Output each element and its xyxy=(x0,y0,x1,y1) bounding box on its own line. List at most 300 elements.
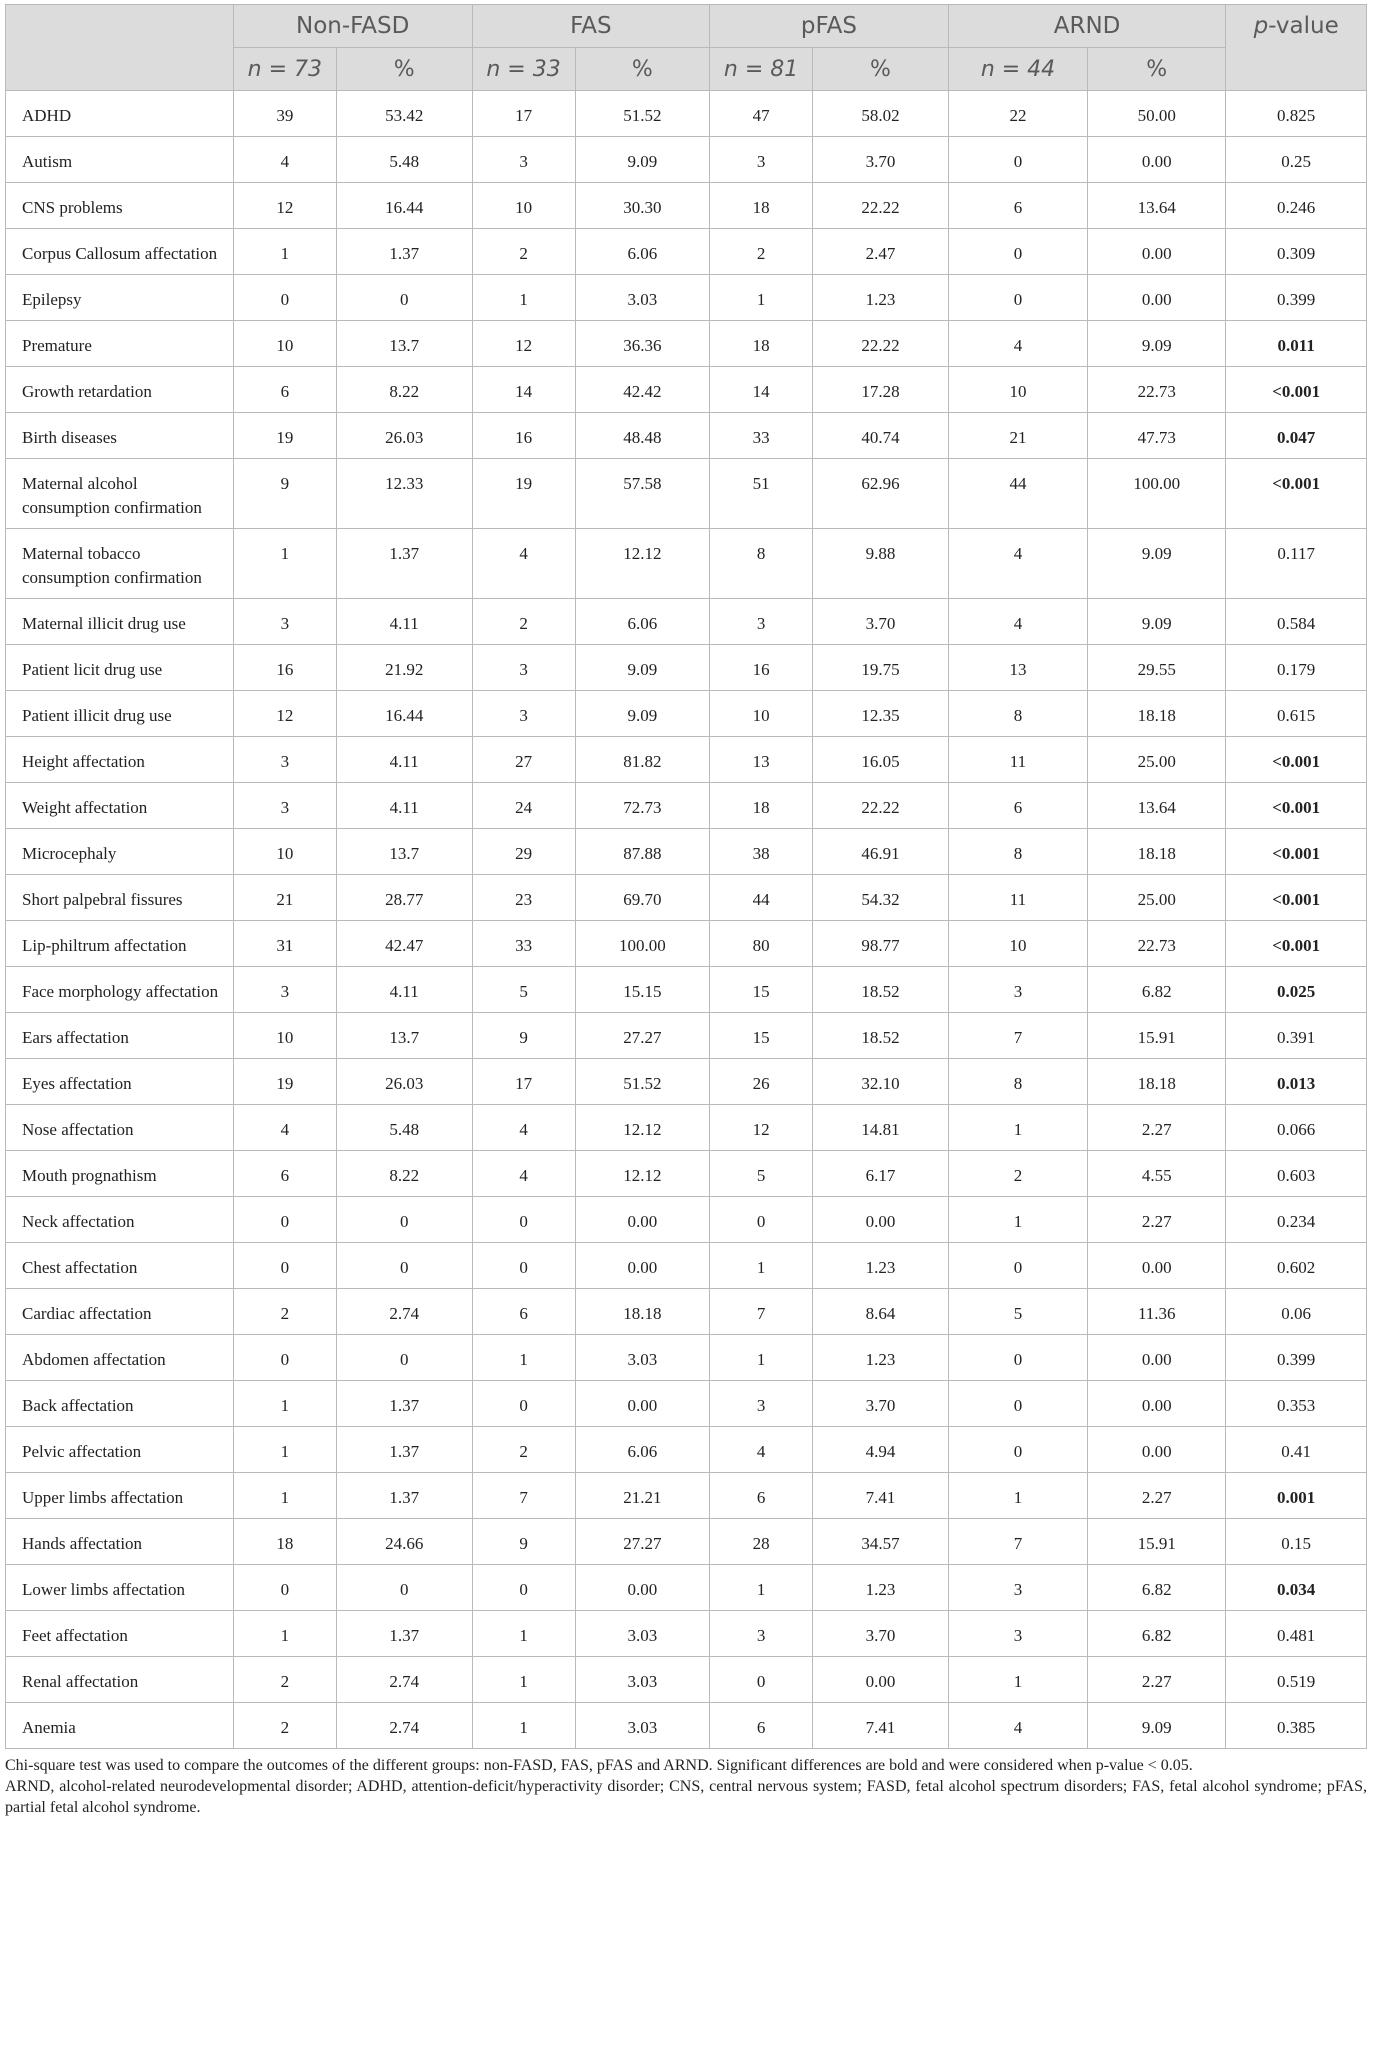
table-row xyxy=(6,1565,1367,1611)
percent-cell: 2.74 xyxy=(336,1657,472,1703)
percent-cell: 17.28 xyxy=(813,367,949,413)
row-label: Weight affectation xyxy=(6,783,234,829)
pvalue-cell: 0.385 xyxy=(1226,1703,1367,1749)
row-label: Lower limbs affectation xyxy=(6,1565,234,1611)
percent-cell: 0.00 xyxy=(1088,1335,1226,1381)
count-cell: 3 xyxy=(710,1611,813,1657)
pvalue-cell: 0.399 xyxy=(1226,275,1367,321)
percent-cell: 98.77 xyxy=(813,921,949,967)
count-cell: 11 xyxy=(948,875,1087,921)
outcomes-table xyxy=(5,4,1367,1749)
percent-cell: 1.37 xyxy=(336,1381,472,1427)
count-cell: 10 xyxy=(948,367,1087,413)
pvalue-cell: 0.602 xyxy=(1226,1243,1367,1289)
table-row xyxy=(6,1381,1367,1427)
percent-cell: 0.00 xyxy=(1088,1243,1226,1289)
percent-cell: 0 xyxy=(336,275,472,321)
count-cell: 0 xyxy=(948,137,1087,183)
percent-cell: 3.70 xyxy=(813,599,949,645)
count-cell: 5 xyxy=(472,967,575,1013)
count-cell: 10 xyxy=(710,691,813,737)
percent-cell: 21.21 xyxy=(575,1473,710,1519)
percent-cell: 16.44 xyxy=(336,183,472,229)
percent-cell: 9.09 xyxy=(1088,599,1226,645)
percent-cell: 0.00 xyxy=(575,1243,710,1289)
table-footnotes xyxy=(5,1755,1367,1818)
row-label: Patient licit drug use xyxy=(6,645,234,691)
percent-cell: 24.66 xyxy=(336,1519,472,1565)
percent-cell: 15.91 xyxy=(1088,1519,1226,1565)
row-label: Neck affectation xyxy=(6,1197,234,1243)
percent-cell: 11.36 xyxy=(1088,1289,1226,1335)
count-cell: 27 xyxy=(472,737,575,783)
count-cell: 0 xyxy=(948,1243,1087,1289)
percent-cell: 2.74 xyxy=(336,1703,472,1749)
percent-cell: 42.47 xyxy=(336,921,472,967)
percent-cell: 46.91 xyxy=(813,829,949,875)
count-cell: 80 xyxy=(710,921,813,967)
count-cell: 9 xyxy=(472,1013,575,1059)
count-cell: 1 xyxy=(710,1335,813,1381)
count-cell: 44 xyxy=(710,875,813,921)
count-cell: 1 xyxy=(472,275,575,321)
row-label: Maternal tobacco consumption confirmation xyxy=(6,529,234,599)
percent-cell: 9.88 xyxy=(813,529,949,599)
count-cell: 2 xyxy=(948,1151,1087,1197)
row-label: ADHD xyxy=(6,91,234,137)
count-cell: 9 xyxy=(472,1519,575,1565)
count-cell: 7 xyxy=(948,1013,1087,1059)
count-cell: 6 xyxy=(233,1151,336,1197)
count-cell: 4 xyxy=(233,1105,336,1151)
percent-cell: 2.27 xyxy=(1088,1473,1226,1519)
percent-cell: 27.27 xyxy=(575,1519,710,1565)
pvalue-header-p: p xyxy=(1253,13,1269,39)
count-cell: 7 xyxy=(710,1289,813,1335)
count-cell: 0 xyxy=(948,1381,1087,1427)
count-cell: 24 xyxy=(472,783,575,829)
count-cell: 12 xyxy=(233,691,336,737)
percent-cell: 6.06 xyxy=(575,1427,710,1473)
percent-cell: 1.37 xyxy=(336,1611,472,1657)
count-cell: 3 xyxy=(710,1381,813,1427)
count-cell: 3 xyxy=(472,691,575,737)
row-label: Cardiac affectation xyxy=(6,1289,234,1335)
count-cell: 4 xyxy=(472,529,575,599)
percent-cell: 3.03 xyxy=(575,275,710,321)
percent-cell: 25.00 xyxy=(1088,875,1226,921)
percent-cell: 50.00 xyxy=(1088,91,1226,137)
pvalue-cell: 0.025 xyxy=(1226,967,1367,1013)
table-row xyxy=(6,459,1367,529)
percent-cell: 7.41 xyxy=(813,1473,949,1519)
count-cell: 2 xyxy=(233,1289,336,1335)
percent-cell: 2.74 xyxy=(336,1289,472,1335)
table-container xyxy=(5,4,1367,1818)
row-label: Face morphology affectation xyxy=(6,967,234,1013)
table-row xyxy=(6,321,1367,367)
count-cell: 44 xyxy=(948,459,1087,529)
percent-cell: 47.73 xyxy=(1088,413,1226,459)
group-header-non-fasd: Non-FASD xyxy=(233,5,472,48)
percent-cell: 62.96 xyxy=(813,459,949,529)
percent-cell: 3.03 xyxy=(575,1335,710,1381)
percent-cell: 18.18 xyxy=(575,1289,710,1335)
footnote-stats: Chi-square test was used to compare the outcomes of the different groups: non-FASD, FAS, pFAS and ARND. Significant differences are bold and were considered when p-value < 0.05. xyxy=(5,1757,1193,1774)
count-cell: 22 xyxy=(948,91,1087,137)
pvalue-cell: <0.001 xyxy=(1226,737,1367,783)
pvalue-cell: 0.15 xyxy=(1226,1519,1367,1565)
count-cell: 13 xyxy=(948,645,1087,691)
pvalue-cell: 0.013 xyxy=(1226,1059,1367,1105)
count-cell: 12 xyxy=(472,321,575,367)
count-cell: 5 xyxy=(948,1289,1087,1335)
count-cell: 3 xyxy=(472,137,575,183)
percent-cell: 3.03 xyxy=(575,1657,710,1703)
table-row xyxy=(6,1657,1367,1703)
percent-cell: 42.42 xyxy=(575,367,710,413)
percent-cell: 72.73 xyxy=(575,783,710,829)
count-cell: 31 xyxy=(233,921,336,967)
count-cell: 4 xyxy=(948,599,1087,645)
pvalue-cell: 0.047 xyxy=(1226,413,1367,459)
percent-cell: 3.70 xyxy=(813,1611,949,1657)
pvalue-cell: 0.519 xyxy=(1226,1657,1367,1703)
count-cell: 10 xyxy=(472,183,575,229)
row-label: Ears affectation xyxy=(6,1013,234,1059)
count-cell: 9 xyxy=(233,459,336,529)
pvalue-cell: 0.41 xyxy=(1226,1427,1367,1473)
count-cell: 1 xyxy=(233,1473,336,1519)
pvalue-cell: <0.001 xyxy=(1226,459,1367,529)
percent-cell: 22.22 xyxy=(813,321,949,367)
pvalue-cell: 0.066 xyxy=(1226,1105,1367,1151)
count-cell: 3 xyxy=(233,599,336,645)
row-label: Corpus Callosum affectation xyxy=(6,229,234,275)
percent-cell: 22.22 xyxy=(813,183,949,229)
count-cell: 18 xyxy=(710,321,813,367)
table-row xyxy=(6,1105,1367,1151)
percent-cell: 4.11 xyxy=(336,967,472,1013)
count-cell: 1 xyxy=(710,1565,813,1611)
percent-cell: 81.82 xyxy=(575,737,710,783)
percent-cell: 2.27 xyxy=(1088,1197,1226,1243)
count-cell: 1 xyxy=(948,1197,1087,1243)
count-cell: 11 xyxy=(948,737,1087,783)
group-header-arnd: ARND xyxy=(948,5,1226,48)
percent-cell: 1.37 xyxy=(336,529,472,599)
percent-cell: 18.18 xyxy=(1088,829,1226,875)
pvalue-cell: 0.603 xyxy=(1226,1151,1367,1197)
count-cell: 2 xyxy=(233,1703,336,1749)
percent-cell: 21.92 xyxy=(336,645,472,691)
percent-cell: 0 xyxy=(336,1197,472,1243)
percent-cell: 0.00 xyxy=(575,1381,710,1427)
percent-cell: 40.74 xyxy=(813,413,949,459)
pvalue-cell: 0.825 xyxy=(1226,91,1367,137)
n-header-pfas: n = 81 xyxy=(710,48,813,91)
count-cell: 8 xyxy=(948,829,1087,875)
table-row xyxy=(6,691,1367,737)
count-cell: 1 xyxy=(233,1427,336,1473)
group-header-fas: FAS xyxy=(472,5,710,48)
pvalue-header xyxy=(1226,5,1367,91)
percent-cell: 28.77 xyxy=(336,875,472,921)
count-cell: 10 xyxy=(233,829,336,875)
percent-cell: 9.09 xyxy=(575,691,710,737)
percent-cell: 54.32 xyxy=(813,875,949,921)
row-label: Short palpebral fissures xyxy=(6,875,234,921)
percent-cell: 69.70 xyxy=(575,875,710,921)
pvalue-cell: <0.001 xyxy=(1226,829,1367,875)
percent-cell: 1.37 xyxy=(336,1427,472,1473)
percent-cell: 32.10 xyxy=(813,1059,949,1105)
percent-cell: 4.94 xyxy=(813,1427,949,1473)
percent-cell: 13.64 xyxy=(1088,183,1226,229)
percent-cell: 18.52 xyxy=(813,1013,949,1059)
count-cell: 6 xyxy=(948,183,1087,229)
percent-cell: 22.22 xyxy=(813,783,949,829)
percent-cell: 12.35 xyxy=(813,691,949,737)
percent-cell: 2.47 xyxy=(813,229,949,275)
pvalue-header-rest: -value xyxy=(1268,13,1339,39)
count-cell: 1 xyxy=(472,1335,575,1381)
count-cell: 19 xyxy=(233,413,336,459)
count-cell: 4 xyxy=(948,1703,1087,1749)
count-cell: 1 xyxy=(948,1657,1087,1703)
percent-cell: 100.00 xyxy=(1088,459,1226,529)
count-cell: 1 xyxy=(948,1105,1087,1151)
row-label: CNS problems xyxy=(6,183,234,229)
count-cell: 1 xyxy=(710,1243,813,1289)
count-cell: 2 xyxy=(472,1427,575,1473)
percent-cell: 0 xyxy=(336,1565,472,1611)
row-label: Pelvic affectation xyxy=(6,1427,234,1473)
row-label: Upper limbs affectation xyxy=(6,1473,234,1519)
percent-cell: 4.11 xyxy=(336,599,472,645)
percent-cell: 0 xyxy=(336,1335,472,1381)
percent-cell: 0.00 xyxy=(1088,1427,1226,1473)
table-row xyxy=(6,1611,1367,1657)
percent-cell: 2.27 xyxy=(1088,1105,1226,1151)
count-cell: 18 xyxy=(710,183,813,229)
count-cell: 7 xyxy=(472,1473,575,1519)
count-cell: 2 xyxy=(233,1657,336,1703)
count-cell: 14 xyxy=(472,367,575,413)
table-row xyxy=(6,275,1367,321)
count-cell: 18 xyxy=(233,1519,336,1565)
count-cell: 8 xyxy=(710,529,813,599)
row-label: Hands affectation xyxy=(6,1519,234,1565)
percent-cell: 30.30 xyxy=(575,183,710,229)
percent-cell: 1.23 xyxy=(813,275,949,321)
count-cell: 28 xyxy=(710,1519,813,1565)
row-label: Patient illicit drug use xyxy=(6,691,234,737)
count-cell: 10 xyxy=(233,321,336,367)
pvalue-cell: 0.06 xyxy=(1226,1289,1367,1335)
count-cell: 0 xyxy=(948,229,1087,275)
count-cell: 0 xyxy=(472,1243,575,1289)
percent-cell: 51.52 xyxy=(575,1059,710,1105)
percent-cell: 7.41 xyxy=(813,1703,949,1749)
count-cell: 3 xyxy=(710,137,813,183)
table-row xyxy=(6,1519,1367,1565)
pvalue-cell: <0.001 xyxy=(1226,921,1367,967)
table-row xyxy=(6,1197,1367,1243)
count-cell: 3 xyxy=(233,783,336,829)
percent-cell: 13.64 xyxy=(1088,783,1226,829)
percent-cell: 1.23 xyxy=(813,1565,949,1611)
count-cell: 14 xyxy=(710,367,813,413)
percent-cell: 9.09 xyxy=(1088,1703,1226,1749)
table-row xyxy=(6,183,1367,229)
percent-cell: 27.27 xyxy=(575,1013,710,1059)
count-cell: 0 xyxy=(233,275,336,321)
count-cell: 38 xyxy=(710,829,813,875)
count-cell: 2 xyxy=(472,599,575,645)
percent-cell: 9.09 xyxy=(1088,321,1226,367)
count-cell: 4 xyxy=(472,1151,575,1197)
count-cell: 8 xyxy=(948,691,1087,737)
percent-cell: 9.09 xyxy=(1088,529,1226,599)
row-label: Chest affectation xyxy=(6,1243,234,1289)
percent-cell: 16.44 xyxy=(336,691,472,737)
count-cell: 0 xyxy=(233,1197,336,1243)
percent-cell: 6.82 xyxy=(1088,967,1226,1013)
pvalue-cell: <0.001 xyxy=(1226,875,1367,921)
count-cell: 4 xyxy=(472,1105,575,1151)
percent-cell: 3.70 xyxy=(813,137,949,183)
pvalue-cell: 0.481 xyxy=(1226,1611,1367,1657)
count-cell: 21 xyxy=(948,413,1087,459)
row-label: Eyes affectation xyxy=(6,1059,234,1105)
percent-cell: 1.37 xyxy=(336,1473,472,1519)
pvalue-cell: 0.234 xyxy=(1226,1197,1367,1243)
percent-cell: 4.55 xyxy=(1088,1151,1226,1197)
count-cell: 15 xyxy=(710,1013,813,1059)
percent-cell: 3.03 xyxy=(575,1611,710,1657)
count-cell: 0 xyxy=(233,1565,336,1611)
footnote-abbreviations: ARND, alcohol-related neurodevelopmental disorder; ADHD, attention-deficit/hyperactivity disorder; CNS, central nervous system; FASD, fetal alcohol spectrum disorders; FAS, fetal alcohol syndrome; pFAS, partial fetal alcohol syndrome. xyxy=(5,1778,1367,1816)
row-label: Premature xyxy=(6,321,234,367)
percent-cell: 0.00 xyxy=(1088,275,1226,321)
percent-cell: 8.64 xyxy=(813,1289,949,1335)
pvalue-cell: 0.615 xyxy=(1226,691,1367,737)
count-cell: 12 xyxy=(710,1105,813,1151)
count-cell: 4 xyxy=(710,1427,813,1473)
count-cell: 3 xyxy=(948,967,1087,1013)
count-cell: 15 xyxy=(710,967,813,1013)
pvalue-cell: 0.034 xyxy=(1226,1565,1367,1611)
count-cell: 12 xyxy=(233,183,336,229)
row-label: Abdomen affectation xyxy=(6,1335,234,1381)
blank-corner-cell xyxy=(6,5,234,91)
count-cell: 39 xyxy=(233,91,336,137)
percent-cell: 15.91 xyxy=(1088,1013,1226,1059)
count-cell: 3 xyxy=(233,737,336,783)
percent-cell: 36.36 xyxy=(575,321,710,367)
row-label: Nose affectation xyxy=(6,1105,234,1151)
percent-cell: 13.7 xyxy=(336,1013,472,1059)
pvalue-cell: 0.001 xyxy=(1226,1473,1367,1519)
percent-cell: 1.23 xyxy=(813,1335,949,1381)
percent-cell: 1.37 xyxy=(336,229,472,275)
table-row xyxy=(6,1473,1367,1519)
percent-cell: 12.12 xyxy=(575,1105,710,1151)
count-cell: 10 xyxy=(233,1013,336,1059)
table-row xyxy=(6,229,1367,275)
count-cell: 1 xyxy=(948,1473,1087,1519)
count-cell: 18 xyxy=(710,783,813,829)
count-cell: 4 xyxy=(233,137,336,183)
count-cell: 7 xyxy=(948,1519,1087,1565)
pvalue-cell: 0.117 xyxy=(1226,529,1367,599)
row-label: Lip-philtrum affectation xyxy=(6,921,234,967)
table-body xyxy=(6,91,1367,1749)
count-cell: 2 xyxy=(710,229,813,275)
count-cell: 0 xyxy=(948,1335,1087,1381)
pvalue-cell: 0.309 xyxy=(1226,229,1367,275)
count-cell: 1 xyxy=(233,1611,336,1657)
count-cell: 0 xyxy=(948,275,1087,321)
pct-header: % xyxy=(813,48,949,91)
count-cell: 17 xyxy=(472,91,575,137)
pct-header: % xyxy=(1088,48,1226,91)
table-row xyxy=(6,1289,1367,1335)
row-label: Back affectation xyxy=(6,1381,234,1427)
percent-cell: 51.52 xyxy=(575,91,710,137)
table-header xyxy=(6,5,1367,91)
pvalue-cell: <0.001 xyxy=(1226,783,1367,829)
row-label: Renal affectation xyxy=(6,1657,234,1703)
percent-cell: 3.03 xyxy=(575,1703,710,1749)
count-cell: 6 xyxy=(710,1473,813,1519)
count-cell: 8 xyxy=(948,1059,1087,1105)
count-cell: 10 xyxy=(948,921,1087,967)
count-cell: 16 xyxy=(472,413,575,459)
count-cell: 2 xyxy=(472,229,575,275)
pvalue-cell: 0.391 xyxy=(1226,1013,1367,1059)
pvalue-cell: 0.25 xyxy=(1226,137,1367,183)
count-cell: 0 xyxy=(472,1381,575,1427)
percent-cell: 1.23 xyxy=(813,1243,949,1289)
count-cell: 3 xyxy=(233,967,336,1013)
percent-cell: 0.00 xyxy=(575,1197,710,1243)
row-label: Birth diseases xyxy=(6,413,234,459)
table-row xyxy=(6,1243,1367,1289)
n-header-arnd: n = 44 xyxy=(948,48,1087,91)
count-cell: 3 xyxy=(710,599,813,645)
table-row xyxy=(6,91,1367,137)
count-cell: 29 xyxy=(472,829,575,875)
percent-cell: 14.81 xyxy=(813,1105,949,1151)
group-header-row xyxy=(6,5,1367,48)
count-cell: 0 xyxy=(233,1243,336,1289)
group-header-pfas: pFAS xyxy=(710,5,949,48)
table-row xyxy=(6,599,1367,645)
percent-cell: 9.09 xyxy=(575,645,710,691)
table-row xyxy=(6,1013,1367,1059)
pvalue-cell: 0.011 xyxy=(1226,321,1367,367)
percent-cell: 0.00 xyxy=(813,1657,949,1703)
count-cell: 19 xyxy=(233,1059,336,1105)
count-cell: 51 xyxy=(710,459,813,529)
percent-cell: 9.09 xyxy=(575,137,710,183)
count-cell: 33 xyxy=(710,413,813,459)
percent-cell: 19.75 xyxy=(813,645,949,691)
count-cell: 16 xyxy=(710,645,813,691)
count-cell: 6 xyxy=(233,367,336,413)
